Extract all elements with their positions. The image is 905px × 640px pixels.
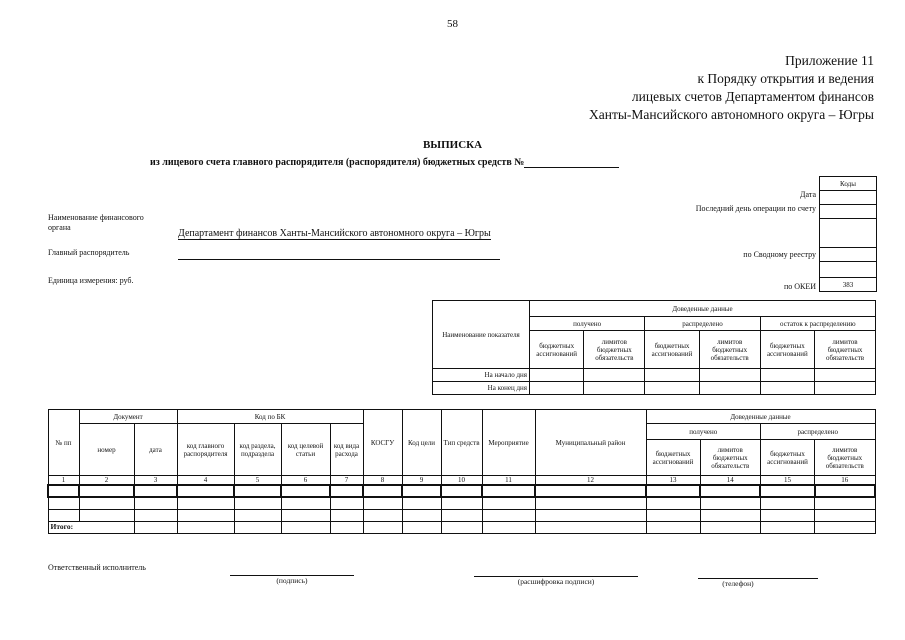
- last-day-code-cell[interactable]: [820, 205, 877, 219]
- col-number: 7: [330, 476, 363, 486]
- cell[interactable]: [530, 369, 584, 382]
- cell[interactable]: [584, 382, 645, 395]
- distributed-limits-header-2: лимитов бюджетных обязательств: [815, 440, 875, 476]
- chief-code-header: код главного распорядителя: [177, 424, 234, 476]
- cell[interactable]: [760, 509, 814, 521]
- cell[interactable]: [281, 509, 330, 521]
- expense-code-header: код вида расхода: [330, 424, 363, 476]
- funds-type-header: Тип средств: [441, 410, 482, 476]
- okei-code-cell: 383: [820, 278, 877, 292]
- received-limits-header: лимитов бюджетных обязательств: [584, 331, 645, 369]
- end-row-label: На конец дня: [433, 382, 530, 395]
- chief-label: Главный распорядитель: [48, 248, 130, 257]
- start-row-label: На начало дня: [433, 369, 530, 382]
- cell[interactable]: [402, 509, 441, 521]
- codes-header: Коды: [820, 177, 877, 191]
- received-budget-header: бюджетных ассигнований: [530, 331, 584, 369]
- cell[interactable]: [760, 369, 814, 382]
- cell[interactable]: [330, 509, 363, 521]
- responsible-label: Ответственный исполнитель: [48, 563, 146, 572]
- cell[interactable]: [402, 485, 441, 497]
- remaining-header: остаток к распределению: [760, 317, 875, 331]
- table-row: [48, 509, 875, 521]
- col-number: 14: [700, 476, 760, 486]
- cell[interactable]: [48, 497, 79, 509]
- cell[interactable]: [177, 521, 234, 533]
- total-label: Итого:: [48, 521, 134, 533]
- brought-header-2: Доведенные данные: [646, 410, 875, 424]
- col-number: 12: [535, 476, 646, 486]
- cell[interactable]: [79, 485, 134, 497]
- bk-code-header: Код по БК: [177, 410, 363, 424]
- col-number: 3: [134, 476, 177, 486]
- document-title: ВЫПИСКА: [422, 139, 483, 151]
- indicator-header: Наименование показателя: [433, 301, 530, 369]
- cell[interactable]: [177, 497, 234, 509]
- cell[interactable]: [177, 485, 234, 497]
- cell[interactable]: [645, 382, 699, 395]
- signature-caption: (подпись): [276, 576, 308, 585]
- appendix-line-1: Приложение 11: [785, 53, 874, 68]
- appendix-line-2: к Порядку открытия и ведения: [697, 71, 874, 86]
- cell[interactable]: [134, 521, 177, 533]
- phone-caption: (телефон): [722, 579, 754, 588]
- cell[interactable]: [441, 485, 482, 497]
- col-number: 1: [48, 476, 79, 486]
- doc-number-header: номер: [79, 424, 134, 476]
- cell[interactable]: [134, 509, 177, 521]
- cell[interactable]: [234, 521, 281, 533]
- unit-label: Единица измерения: руб.: [48, 276, 134, 285]
- cell[interactable]: [535, 521, 646, 533]
- chief-code-cell[interactable]: [820, 219, 877, 248]
- cell[interactable]: [584, 369, 645, 382]
- cell[interactable]: [535, 497, 646, 509]
- received-limits-header-2: лимитов бюджетных обязательств: [700, 440, 760, 476]
- finance-org-value: Департамент финансов Ханты-Мансийского автономного округа – Югры: [178, 228, 491, 239]
- col-number: 9: [402, 476, 441, 486]
- cell[interactable]: [815, 509, 875, 521]
- cell[interactable]: [363, 485, 402, 497]
- cell[interactable]: [441, 509, 482, 521]
- cell[interactable]: [530, 382, 584, 395]
- cell[interactable]: [700, 509, 760, 521]
- col-number: 13: [646, 476, 700, 486]
- cell[interactable]: [363, 521, 402, 533]
- target-code-header: код целевой статьи: [281, 424, 330, 476]
- account-number-field[interactable]: [524, 156, 619, 168]
- cell[interactable]: [482, 485, 535, 497]
- cell[interactable]: [441, 497, 482, 509]
- cell[interactable]: [760, 382, 814, 395]
- cell[interactable]: [281, 485, 330, 497]
- summary-table: [432, 300, 876, 395]
- cell[interactable]: [441, 521, 482, 533]
- cell[interactable]: [330, 521, 363, 533]
- col-number: 8: [363, 476, 402, 486]
- col-number: 15: [760, 476, 814, 486]
- subtitle-text: из лицевого счета главного распорядителя (распорядителя) бюджетных средств №: [150, 157, 525, 168]
- document-header: Документ: [79, 410, 177, 424]
- cell[interactable]: [646, 497, 700, 509]
- district-header: Муниципальный район: [535, 410, 646, 476]
- decoding-caption: (расшифровка подписи): [517, 577, 595, 586]
- cell[interactable]: [815, 369, 876, 382]
- cell[interactable]: [330, 485, 363, 497]
- kosgu-header: КОСГУ: [363, 410, 402, 476]
- col-number: 5: [234, 476, 281, 486]
- brought-header: Доведенные данные: [530, 301, 876, 317]
- cell[interactable]: [134, 485, 177, 497]
- cell[interactable]: [234, 497, 281, 509]
- spacer-code-cell: [820, 262, 877, 278]
- cell[interactable]: [700, 485, 760, 497]
- cell[interactable]: [363, 509, 402, 521]
- remaining-budget-header: бюджетных ассигнований: [760, 331, 814, 369]
- purpose-code-header: Код цели: [402, 410, 441, 476]
- doc-date-header: дата: [134, 424, 177, 476]
- registry-label: по Сводному реестру: [743, 250, 816, 259]
- cell[interactable]: [760, 521, 814, 533]
- document-subtitle: [150, 156, 619, 168]
- cell[interactable]: [760, 485, 814, 497]
- cell[interactable]: [482, 521, 535, 533]
- distributed-header: распределено: [645, 317, 760, 331]
- cell[interactable]: [281, 497, 330, 509]
- date-label: Дата: [800, 190, 816, 199]
- appendix-note: [589, 52, 874, 124]
- event-header: Мероприятие: [482, 410, 535, 476]
- col-number: 11: [482, 476, 535, 486]
- cell[interactable]: [815, 521, 875, 533]
- chief-value-line[interactable]: [178, 258, 500, 260]
- num-header: № пп: [48, 410, 79, 476]
- cell[interactable]: [815, 485, 875, 497]
- received-header-2: получено: [646, 424, 760, 440]
- col-number: 6: [281, 476, 330, 486]
- total-row: [48, 521, 875, 533]
- cell[interactable]: [134, 497, 177, 509]
- cell[interactable]: [699, 382, 760, 395]
- registry-code-cell[interactable]: [820, 248, 877, 262]
- cell[interactable]: [48, 485, 79, 497]
- col-number: 10: [441, 476, 482, 486]
- cell[interactable]: [535, 485, 646, 497]
- section-code-header: код раздела, подраздела: [234, 424, 281, 476]
- cell[interactable]: [645, 369, 699, 382]
- cell[interactable]: [646, 509, 700, 521]
- distributed-budget-header-2: бюджетных ассигнований: [760, 440, 814, 476]
- cell[interactable]: [48, 509, 79, 521]
- cell[interactable]: [363, 497, 402, 509]
- table-row: [48, 497, 875, 509]
- okei-label: по ОКЕИ: [783, 282, 816, 291]
- cell[interactable]: [760, 497, 814, 509]
- codes-table: [819, 176, 877, 292]
- cell[interactable]: [234, 485, 281, 497]
- cell[interactable]: [402, 521, 441, 533]
- cell[interactable]: [646, 485, 700, 497]
- date-code-cell[interactable]: [820, 191, 877, 205]
- cell[interactable]: [699, 369, 760, 382]
- cell[interactable]: [700, 497, 760, 509]
- cell[interactable]: [482, 497, 535, 509]
- cell[interactable]: [482, 509, 535, 521]
- last-day-label: Последний день операции по счету: [695, 204, 816, 213]
- appendix-line-3: лицевых счетов Департаментом финансов: [631, 89, 874, 104]
- cell[interactable]: [646, 521, 700, 533]
- distributed-limits-header: лимитов бюджетных обязательств: [699, 331, 760, 369]
- cell[interactable]: [234, 509, 281, 521]
- cell[interactable]: [79, 497, 134, 509]
- cell[interactable]: [281, 521, 330, 533]
- remaining-limits-header: лимитов бюджетных обязательств: [815, 331, 876, 369]
- appendix-line-4: Ханты-Мансийского автономного округа – Югры: [589, 107, 874, 122]
- col-number: 16: [815, 476, 875, 486]
- page-number: 58: [447, 18, 458, 30]
- col-number: 2: [79, 476, 134, 486]
- operations-table: [47, 409, 876, 534]
- distributed-budget-header: бюджетных ассигнований: [645, 331, 699, 369]
- received-header: получено: [530, 317, 645, 331]
- col-number: 4: [177, 476, 234, 486]
- cell[interactable]: [330, 497, 363, 509]
- received-budget-header-2: бюджетных ассигнований: [646, 440, 700, 476]
- cell[interactable]: [402, 497, 441, 509]
- distributed-header-2: распределено: [760, 424, 875, 440]
- cell[interactable]: [700, 521, 760, 533]
- cell[interactable]: [535, 509, 646, 521]
- finance-org-label: Наименование финансового органа: [48, 213, 144, 232]
- cell[interactable]: [815, 382, 876, 395]
- cell[interactable]: [815, 497, 875, 509]
- cell[interactable]: [177, 509, 234, 521]
- cell[interactable]: [79, 509, 134, 521]
- table-row: [48, 485, 875, 497]
